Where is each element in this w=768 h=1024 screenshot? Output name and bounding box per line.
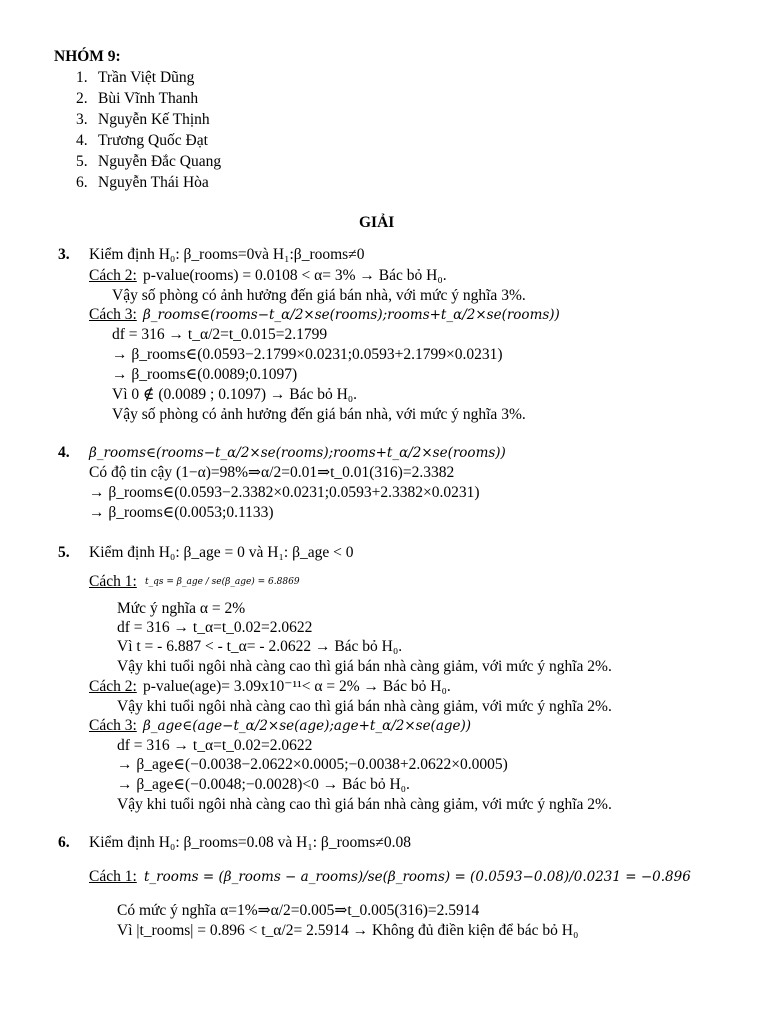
q6-test-statistic: t_rooms = (β_rooms − a_rooms)/se(β_rooms) = (0.0593−0.08)/0.0231 = −0.896 bbox=[144, 869, 691, 885]
q3-method2-conclusion: Vậy số phòng có ảnh hưởng đến giá bán nhà, với mức ý nghĩa 3%. bbox=[112, 287, 526, 304]
q4-interval-step1: → β_rooms∈(0.0593−2.3382×0.0231;0.0593+2.3382×0.0231) bbox=[89, 484, 480, 501]
q3-interval-decision: Vì 0 ∉ (0.0089 ; 0.1097) → Bác bỏ H₀. bbox=[112, 386, 358, 403]
q3-method2-text: p-value(rooms) = 0.0108 < α= 3% → Bác bỏ H₀. bbox=[143, 267, 447, 284]
q5-degrees-freedom3: df = 316 → t_α=t_0.02=2.0622 bbox=[117, 737, 313, 754]
q5-decision: Vì t = - 6.887 < - t_α= - 2.0622 → Bác bỏ H₀. bbox=[117, 638, 403, 655]
q5-degrees-freedom: df = 316 → t_α=t_0.02=2.0622 bbox=[117, 619, 313, 636]
q3-method2-label: Cách 2: bbox=[89, 267, 137, 284]
q5-interval-step2: → β_age∈(−0.0048;−0.0028)<0 → Bác bỏ H₀. bbox=[117, 776, 410, 793]
q5-method2-label: Cách 2: bbox=[89, 678, 137, 695]
q6-number: 6. bbox=[58, 834, 70, 851]
group-title: NHÓM 9: bbox=[54, 48, 121, 65]
q5-interval-formula: β_age∈(age−t_α/2×se(age);age+t_α/2×se(age)) bbox=[143, 718, 472, 734]
solution-heading: GIẢI bbox=[359, 214, 395, 231]
member-item: 4. bbox=[76, 132, 88, 149]
q5-number: 5. bbox=[58, 544, 70, 561]
member-name: Nguyễn Kế Thịnh bbox=[98, 111, 210, 128]
member-name: Bùi Vĩnh Thanh bbox=[98, 90, 199, 107]
member-item: 6. bbox=[76, 174, 88, 191]
member-name: Trương Quốc Đạt bbox=[98, 132, 208, 149]
q5-significance: Mức ý nghĩa α = 2% bbox=[117, 600, 246, 617]
q3-method3-label: Cách 3: bbox=[89, 306, 137, 323]
q5-method3-label: Cách 3: bbox=[89, 717, 137, 734]
q4-interval-formula: β_rooms∈(rooms−t_α/2×se(rooms);rooms+t_α/2×se(rooms)) bbox=[89, 445, 506, 461]
q3-number: 3. bbox=[58, 246, 70, 263]
q6-method1-label: Cách 1: bbox=[89, 868, 137, 885]
q3-interval-formula: β_rooms∈(rooms−t_α/2×se(rooms);rooms+t_α/2×se(rooms)) bbox=[143, 307, 560, 323]
q5-interval-step1: → β_age∈(−0.0038−2.0622×0.0005;−0.0038+2.0622×0.0005) bbox=[117, 756, 508, 773]
q5-hypothesis: Kiểm định H₀: β_age = 0 và H₁: β_age < 0 bbox=[89, 544, 354, 561]
q3-conclusion: Vậy số phòng có ảnh hưởng đến giá bán nhà, với mức ý nghĩa 3%. bbox=[112, 406, 526, 423]
member-name: Trần Việt Dũng bbox=[98, 69, 195, 86]
q5-conclusion2: Vậy khi tuổi ngôi nhà càng cao thì giá bán nhà càng giảm, với mức ý nghĩa 2%. bbox=[117, 698, 612, 715]
q5-test-statistic: t_qs = β_age / se(β_age) = 6.8869 bbox=[145, 577, 300, 587]
member-item: 5. bbox=[76, 153, 88, 170]
member-item: 2. bbox=[76, 90, 88, 107]
q4-interval-step2: → β_rooms∈(0.0053;0.1133) bbox=[89, 504, 274, 521]
q5-method1-label: Cách 1: bbox=[89, 573, 137, 590]
q3-interval-step1: → β_rooms∈(0.0593−2.1799×0.0231;0.0593+2.1799×0.0231) bbox=[112, 346, 503, 363]
q4-confidence: Có độ tin cậy (1−α)=98%⇒α/2=0.01⇒t_0.01(316)=2.3382 bbox=[89, 464, 455, 481]
q3-interval-step2: → β_rooms∈(0.0089;0.1097) bbox=[112, 366, 298, 383]
member-name: Nguyễn Đắc Quang bbox=[98, 153, 222, 170]
q6-hypothesis: Kiểm định H₀: β_rooms=0.08 và H₁: β_rooms≠0.08 bbox=[89, 834, 411, 851]
member-item: 1. bbox=[76, 69, 88, 86]
q6-conclusion: Vì |t_rooms| = 0.896 < t_α/2= 2.5914 → Không đủ điền kiện để bác bỏ H₀ bbox=[117, 922, 579, 939]
member-item: 3. bbox=[76, 111, 88, 128]
q5-conclusion3: Vậy khi tuổi ngôi nhà càng cao thì giá bán nhà càng giảm, với mức ý nghĩa 2%. bbox=[117, 796, 612, 813]
q3-degrees-freedom: df = 316 → t_α/2=t_0.015=2.1799 bbox=[112, 326, 328, 343]
q4-number: 4. bbox=[58, 444, 70, 461]
q5-method2-text: p-value(age)= 3.09x10⁻¹¹< α = 2% → Bác bỏ H₀. bbox=[143, 678, 451, 695]
q5-conclusion1: Vậy khi tuổi ngôi nhà càng cao thì giá bán nhà càng giảm, với mức ý nghĩa 2%. bbox=[117, 658, 612, 675]
q3-hypothesis: Kiểm định H₀: β_rooms=0và H₁:β_rooms≠0 bbox=[89, 246, 365, 263]
member-name: Nguyễn Thái Hòa bbox=[98, 174, 209, 191]
q6-significance: Có mức ý nghĩa α=1%⇒α/2=0.005⇒t_0.005(316)=2.5914 bbox=[117, 902, 480, 919]
